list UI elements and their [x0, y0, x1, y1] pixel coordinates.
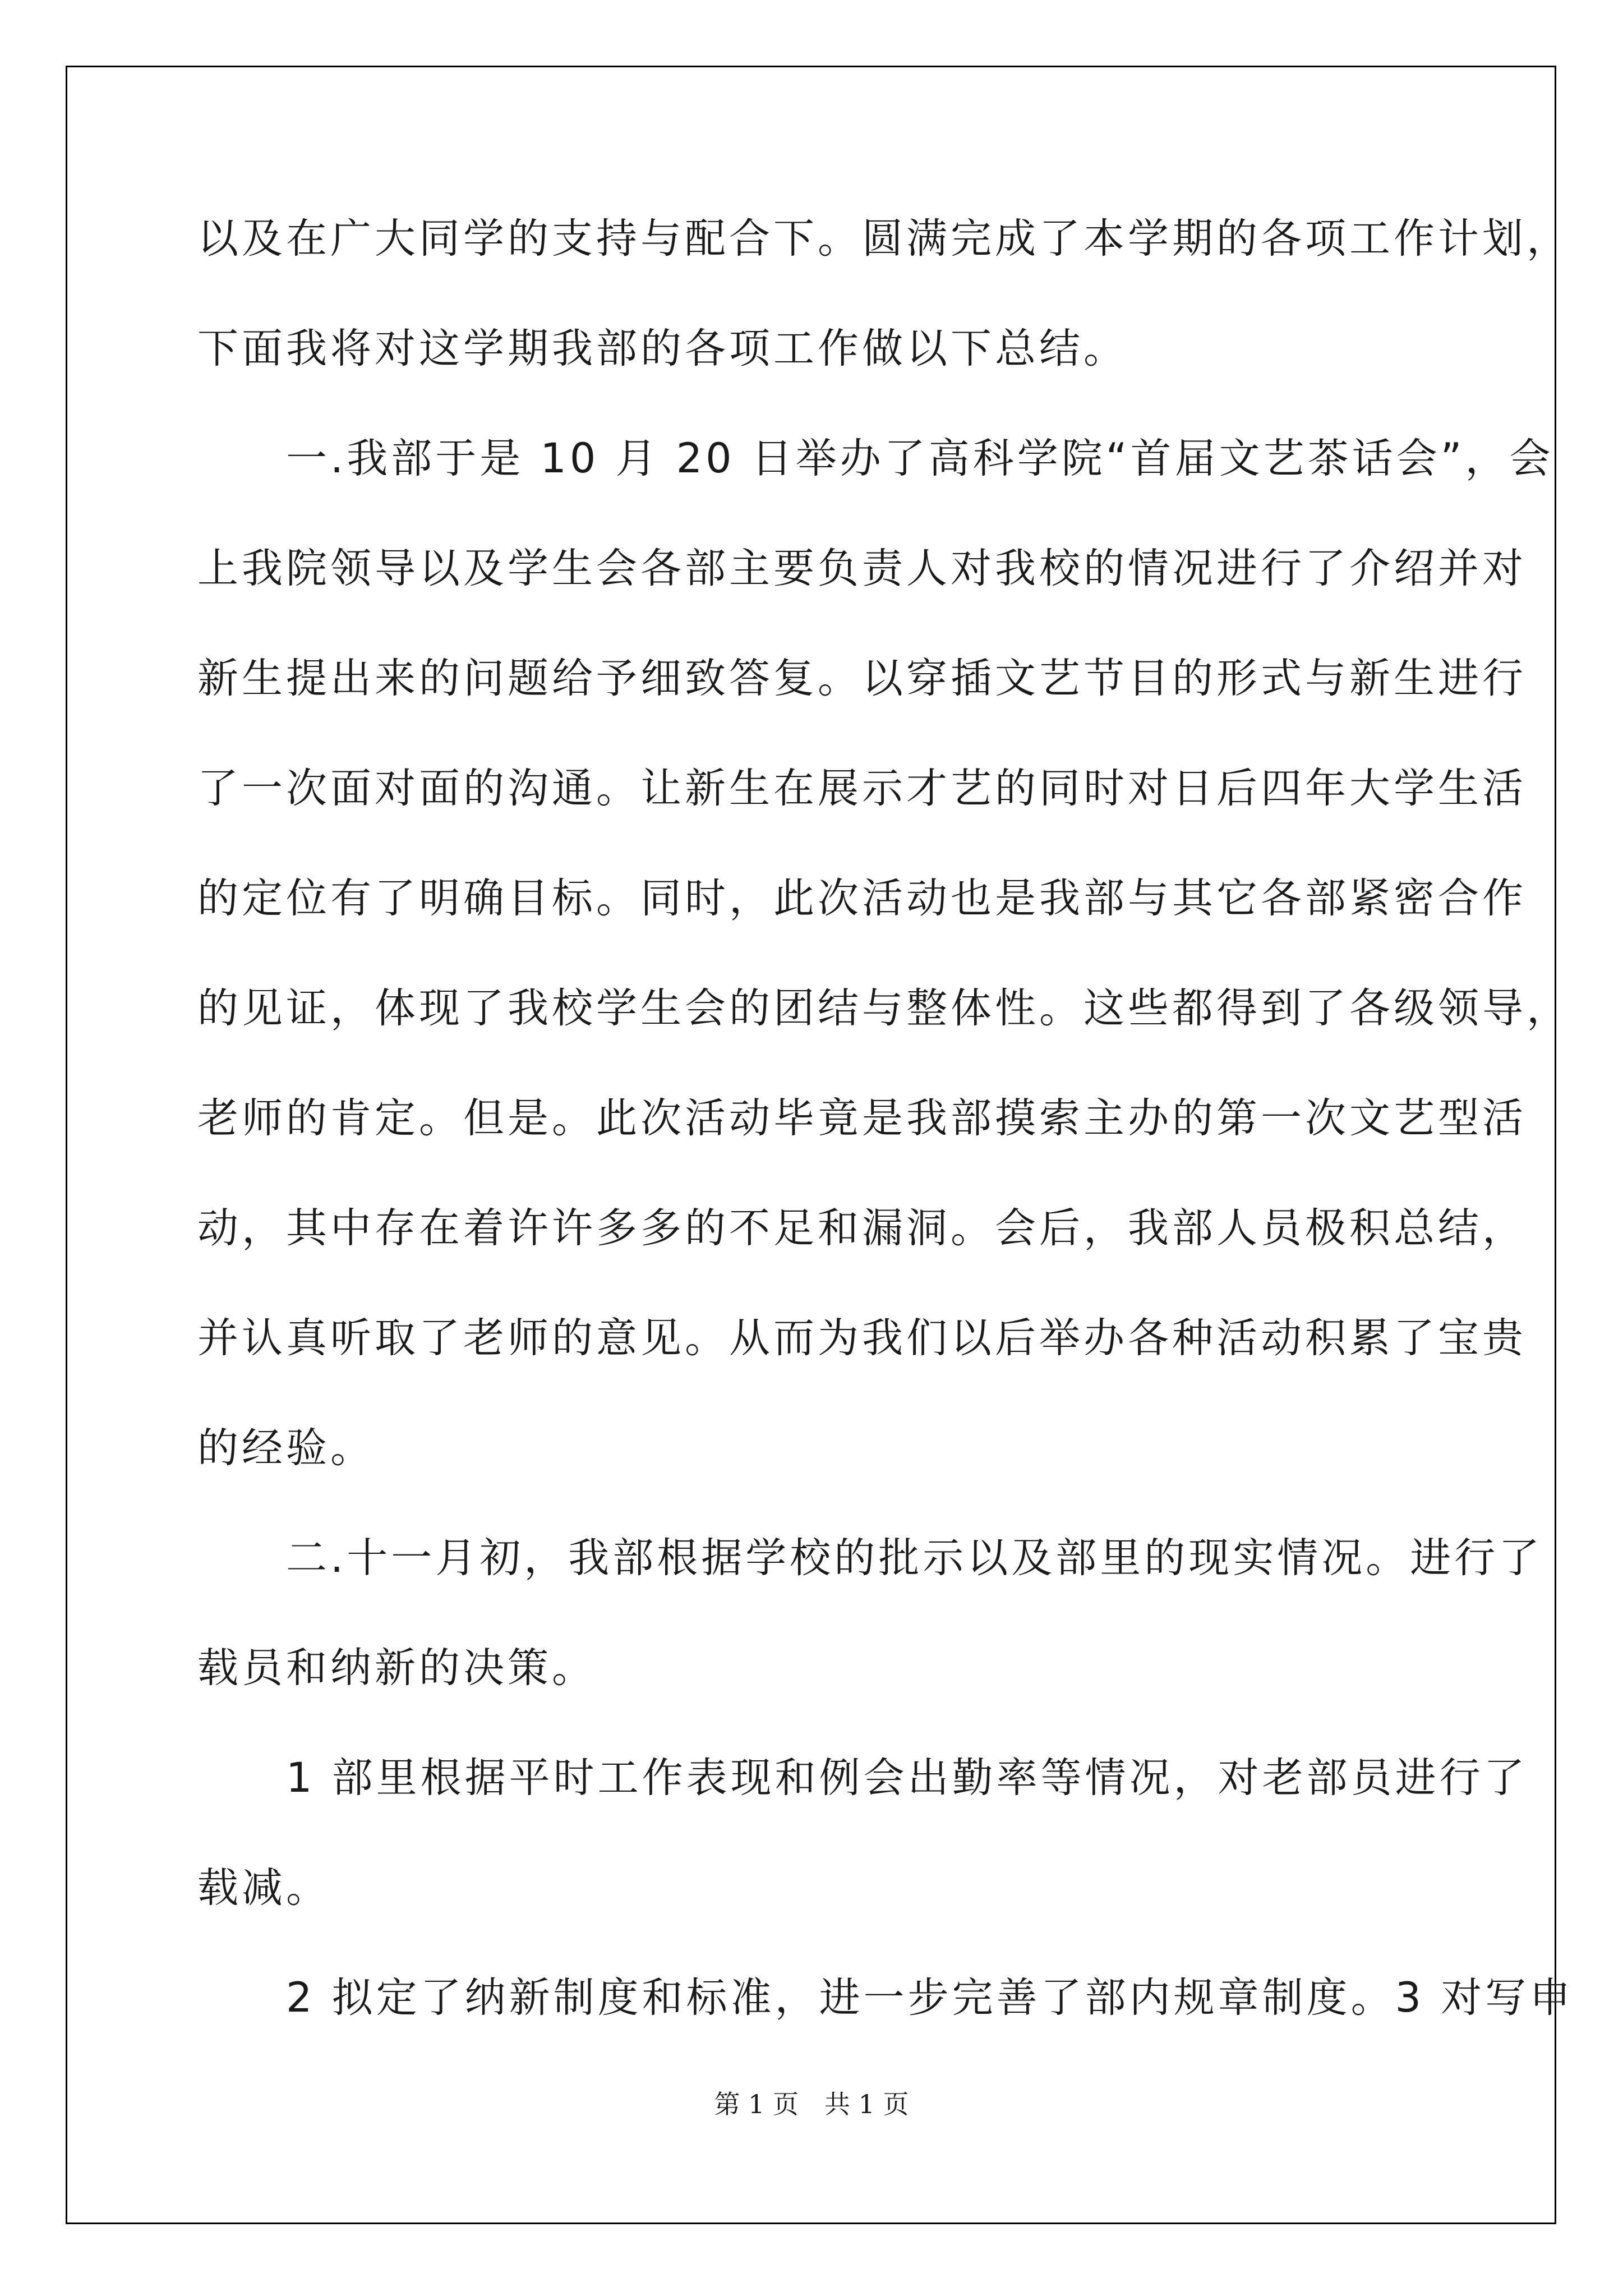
- text-line: 的见证，体现了我校学生会的团结与整体性。这些都得到了各级领导，: [197, 984, 1571, 1032]
- text-line: 了一次面对面的沟通。让新生在展示才艺的同时对日后四年大学生活: [197, 765, 1527, 812]
- text-line: 老师的肯定。但是。此次活动毕竟是我部摸索主办的第一次文艺型活: [197, 1094, 1527, 1142]
- text-line: 一.我部于是 10 月 20 日举办了高科学院“首届文艺茶话会”，会: [197, 435, 1554, 482]
- document-body: [197, 205, 1574, 2074]
- text-line: 1 部里根据平时工作表现和例会出勤率等情况，对老部员进行了: [197, 1754, 1528, 1802]
- text-line: 的定位有了明确目标。同时，此次活动也是我部与其它各部紧密合作: [197, 875, 1527, 922]
- text-line: 的经验。: [197, 1424, 375, 1472]
- text-line: 二.十一月初，我部根据学校的批示以及部里的现实情况。进行了: [197, 1534, 1543, 1582]
- text-line: 动，其中存在着许许多多的不足和漏洞。会后，我部人员极积总结，: [197, 1204, 1527, 1252]
- text-line: 以及在广大同学的支持与配合下。圆满完成了本学期的各项工作计划，: [197, 215, 1571, 263]
- text-line: 上我院领导以及学生会各部主要负责人对我校的情况进行了介绍并对: [197, 545, 1527, 592]
- text-line: 新生提出来的问题给予细致答复。以穿插文艺节目的形式与新生进行: [197, 655, 1527, 702]
- text-line: 载员和纳新的决策。: [197, 1644, 596, 1692]
- page-number-footer: 第 1 页 共 1 页: [714, 2089, 909, 2119]
- text-line: 载减。: [197, 1864, 330, 1912]
- text-line: 下面我将对这学期我部的各项工作做以下总结。: [197, 325, 1128, 372]
- text-line: 并认真听取了老师的意见。从而为我们以后举办各种活动积累了宝贵: [197, 1314, 1527, 1362]
- text-line: 2 拟定了纳新制度和标准，进一步完善了部内规章制度。3 对写申: [197, 1974, 1574, 2022]
